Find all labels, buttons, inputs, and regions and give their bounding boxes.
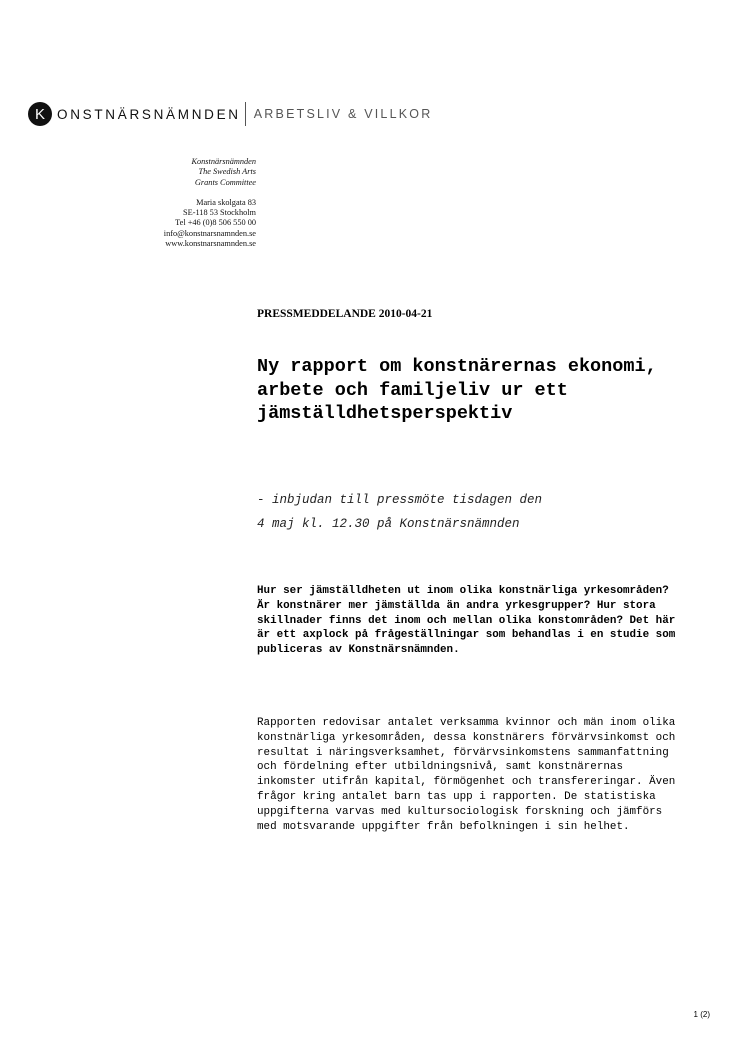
page-number: 1 (2) (693, 1010, 710, 1019)
subheading (257, 488, 677, 536)
letterhead (28, 101, 432, 127)
headline: Ny rapport om konstnärernas ekonomi, arbete och familjeliv ur ett jämställdhetsperspektiv (257, 356, 657, 424)
address-email: info@konstnarsnamnden.se (163, 228, 256, 238)
address-web: www.konstnarsnamnden.se (165, 239, 256, 249)
body-paragraph: Rapporten redovisar antalet verksamma kvinnor och män inom olika konstnärliga yrkesområden, dessa konstnärers förvärvsinkomst och resultat i näringsverksamhet, förvärvsinkomstens sammanfattning och fördelning efter utbildningsnivå, samt konstnärernas inkomster utifrån kapital, förmögenhet och transfereringar. Även frågor kring antalet barn tas upp i rapporten. De statistiska uppgifterna varvas med kultursociologisk forskning och jämförs med motsvarande uppgifter från befolkningen i sin helhet. (257, 717, 676, 833)
subhead-line-1: - inbjudan till pressmöte tisdagen den (257, 493, 543, 507)
address-org-en-1: The Swedish Arts (198, 167, 256, 177)
address-phone: Tel +46 (0)8 506 550 00 (175, 218, 256, 228)
logo-mark: K (28, 102, 52, 126)
org-name: ONSTNÄRSNÄMNDEN (57, 106, 241, 122)
address-org-sv: Konstnärsnämnden (191, 157, 256, 166)
address-street: Maria skolgata 83 (196, 197, 256, 207)
subhead-line-2: 4 maj kl. 12.30 på Konstnärsnämnden (257, 517, 520, 531)
address-postal: SE-118 53 Stockholm (183, 208, 256, 218)
lead-paragraph: Hur ser jämställdheten ut inom olika konstnärliga yrkesområden? Är konstnärer mer jämställda än andra yrkesgrupper? Hur stora skillnader finns det inom och mellan olika konstområden? Det här är ett axplock på frågeställningar som behandlas i en studie som publiceras av Konstnärsnämnden. (257, 585, 676, 657)
address-org-en-2: Grants Committee (194, 177, 256, 187)
address-block (164, 157, 256, 249)
division-name: ARBETSLIV & VILLKOR (253, 107, 433, 121)
press-release-label: PRESSMEDDELANDE 2010-04-21 (257, 308, 433, 320)
header-divider (245, 102, 246, 126)
